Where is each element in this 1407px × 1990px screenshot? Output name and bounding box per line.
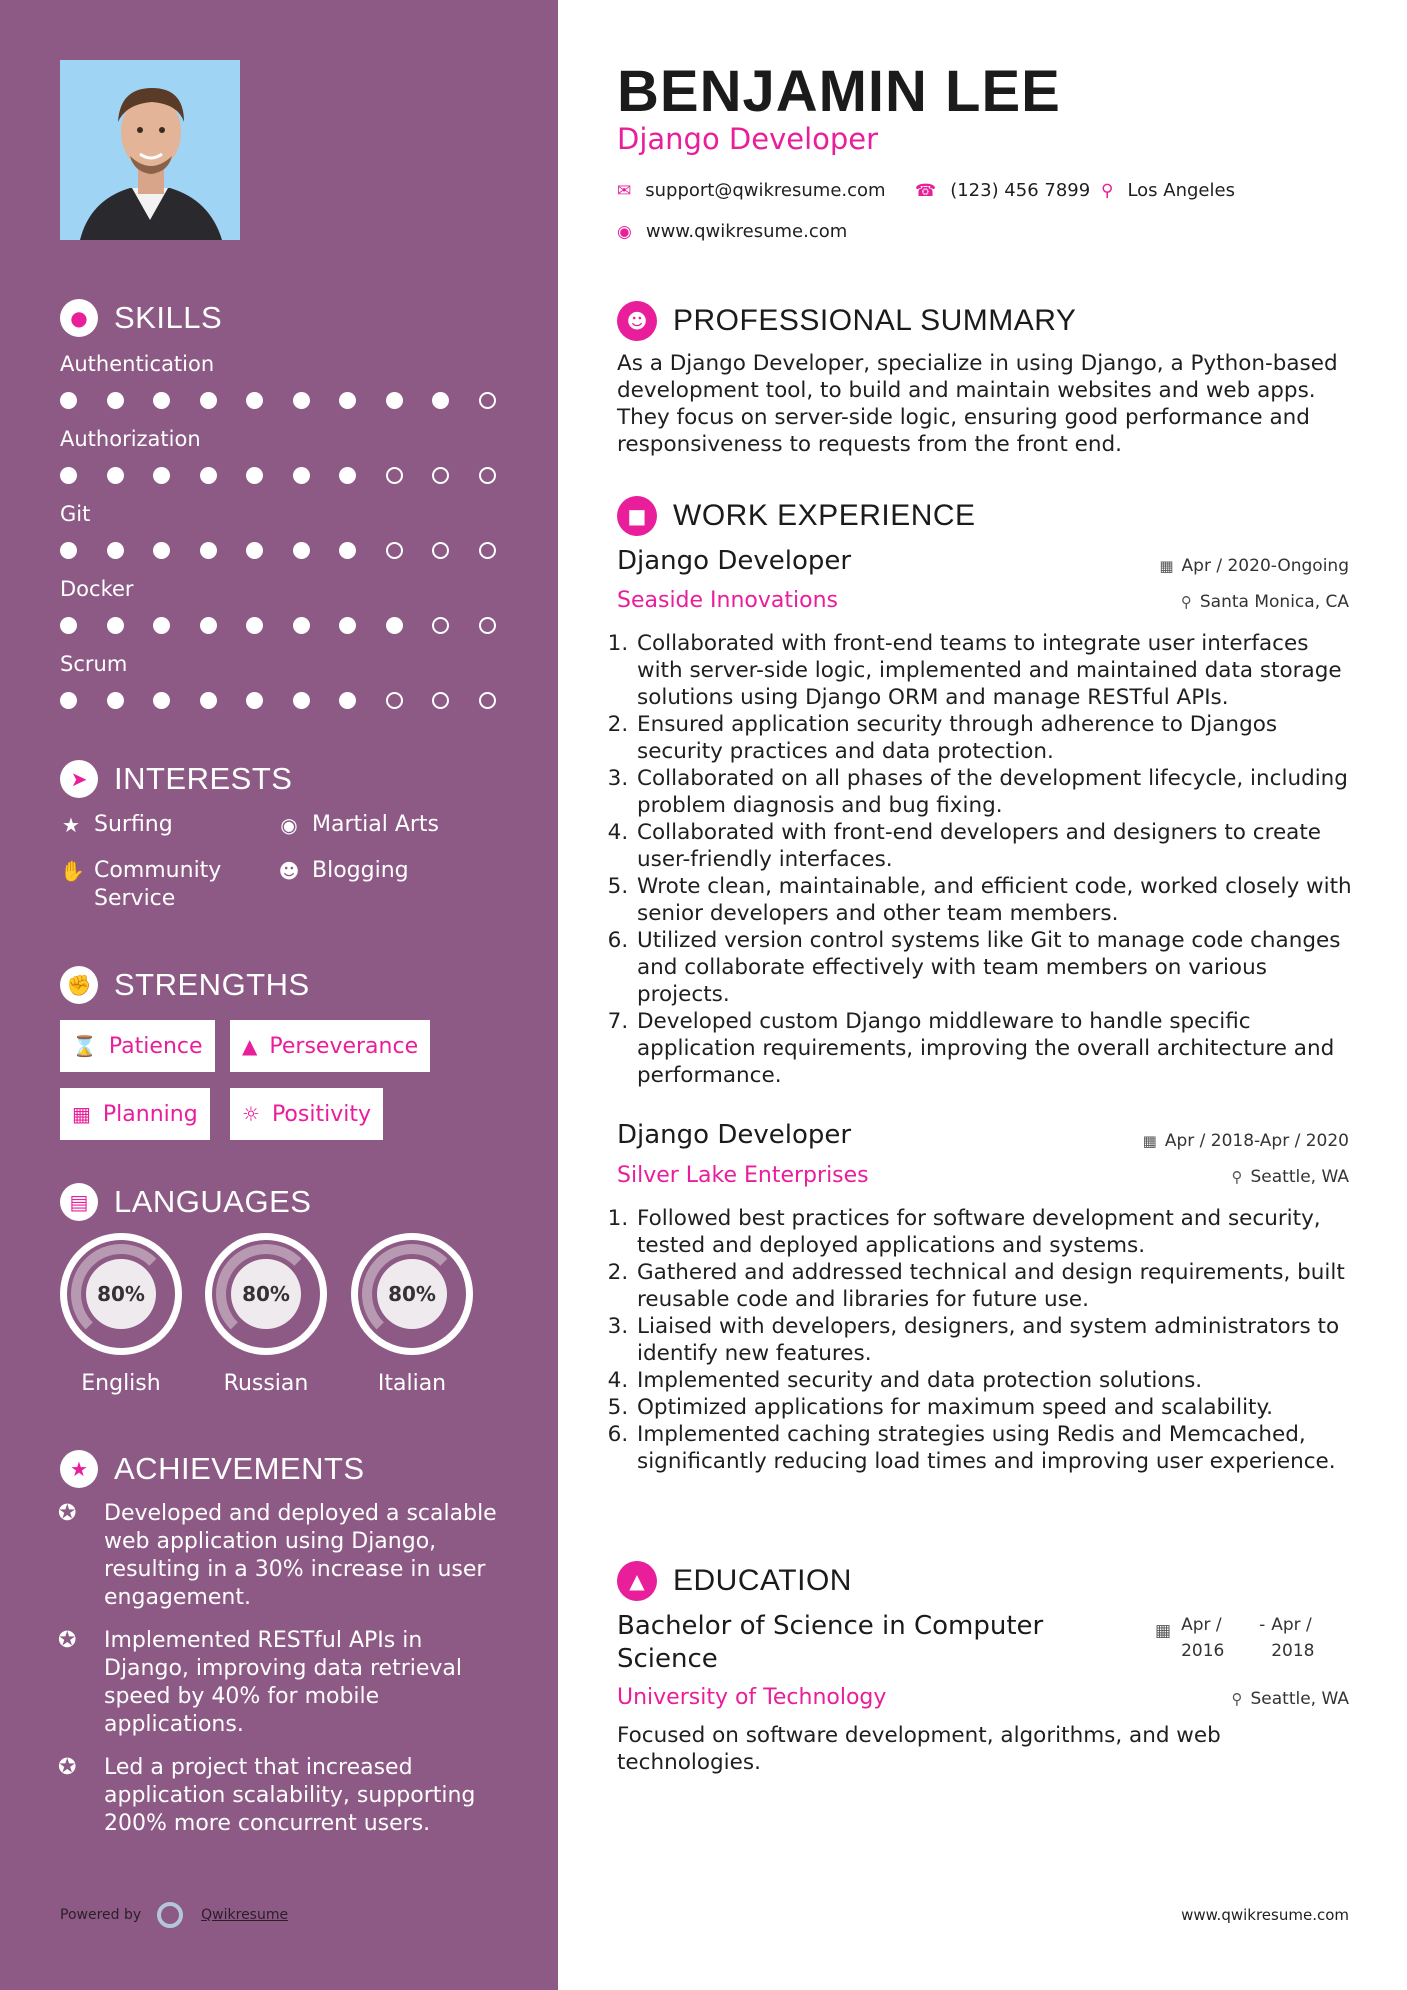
contact-location: [1101, 180, 1235, 201]
rating-dot-filled: [200, 542, 217, 559]
language-percent: 80%: [231, 1259, 301, 1329]
globe-icon: ◉: [617, 221, 632, 242]
achievements-title: ACHIEVEMENTS: [114, 1451, 365, 1486]
star-icon: ★: [62, 813, 80, 837]
job-dates: [1159, 556, 1349, 576]
skill-row: [60, 352, 500, 409]
skill-row: [60, 502, 500, 559]
calendar-icon: ▦: [1142, 1132, 1157, 1150]
languages-title: LANGUAGES: [114, 1184, 312, 1219]
education-description: Focused on software development, algorithms, and web technologies.: [617, 1723, 1221, 1775]
skill-name: Authentication: [60, 352, 215, 376]
rating-dot-filled: [339, 467, 356, 484]
degree-title: Bachelor of Science in Computer Science: [617, 1611, 1044, 1674]
experience-title: WORK EXPERIENCE: [673, 499, 976, 532]
rating-dot-filled: [107, 392, 124, 409]
rating-dot-empty: [432, 467, 449, 484]
interest-label: Blogging: [312, 858, 409, 883]
interest-label: Community Service: [94, 858, 222, 911]
location-text: Los Angeles: [1127, 180, 1235, 201]
duty-item: 5. Optimized applications for maximum speed and scalability.: [635, 1394, 1357, 1421]
skill-rating: [60, 617, 496, 634]
strength-badge: [230, 1020, 430, 1072]
rating-dot-filled: [60, 392, 77, 409]
rating-dot-filled: [339, 692, 356, 709]
skill-row: [60, 427, 500, 484]
hand-icon: ✋: [60, 859, 85, 883]
duty-item: 1. Followed best practices for software development and security, tested and deployed applications and systems.: [635, 1205, 1357, 1259]
graduation-cap-icon: ▲: [617, 1561, 657, 1601]
language-ring: [60, 1233, 182, 1355]
job-duties-list: [617, 630, 1357, 1089]
contact-email: [617, 180, 886, 201]
job-location: [1232, 1167, 1350, 1187]
language-ring: [205, 1233, 327, 1355]
rating-dot-filled: [200, 617, 217, 634]
rating-dot-filled: [107, 467, 124, 484]
achievement-item: [58, 1627, 508, 1739]
interests-title: INTERESTS: [114, 761, 293, 796]
powered-by-link[interactable]: Qwikresume: [201, 1907, 289, 1923]
achievement-item: [58, 1500, 508, 1612]
rating-dot-empty: [479, 392, 496, 409]
strength-label: Patience: [108, 1033, 203, 1059]
language-name: English: [81, 1371, 161, 1396]
duty-item: 2. Ensured application security through adherence to Djangos security practices and data protection.: [635, 711, 1357, 765]
powered-by-label: Powered by: [60, 1907, 142, 1923]
duty-item: 5. Wrote clean, maintainable, and efficient code, worked closely with senior developers and other team members.: [635, 873, 1357, 927]
calendar-icon: ▦: [72, 1102, 91, 1126]
rating-dot-filled: [200, 392, 217, 409]
rating-dot-filled: [293, 542, 310, 559]
skill-name: Docker: [60, 577, 134, 601]
language-percent: 80%: [377, 1259, 447, 1329]
strength-label: Planning: [102, 1101, 198, 1127]
rating-dot-filled: [60, 467, 77, 484]
interest-item: [278, 857, 409, 885]
website-text[interactable]: www.qwikresume.com: [645, 221, 848, 242]
duty-item: 6. Implemented caching strategies using Redis and Memcached, significantly reducing load times and improving user experience.: [635, 1421, 1357, 1475]
map-pin-icon: ⚲: [1101, 180, 1114, 201]
summary-title: PROFESSIONAL SUMMARY: [673, 304, 1077, 337]
education-title: EDUCATION: [673, 1564, 852, 1597]
education-header: [617, 1561, 852, 1601]
education-start: Apr / 2016: [1181, 1615, 1225, 1661]
interests-header: [60, 760, 292, 798]
achievement-text: Led a project that increased application scalability, supporting 200% more concurrent users.: [104, 1755, 476, 1836]
strength-label: Positivity: [271, 1101, 371, 1127]
phone-icon: ☎: [915, 180, 937, 201]
candidate-name: BENJAMIN LEE: [617, 59, 1061, 124]
profile-photo: [60, 60, 240, 240]
email-text[interactable]: support@qwikresume.com: [645, 180, 886, 201]
rating-dot-filled: [293, 392, 310, 409]
pin-icon: ⚲: [1231, 1690, 1243, 1708]
user-icon: ☻: [617, 301, 657, 341]
language-icon: ▤: [60, 1183, 98, 1221]
duty-item: 7. Developed custom Django middleware to handle specific application requirements, improving the overall architecture and performance.: [635, 1008, 1357, 1089]
rating-dot-filled: [60, 692, 77, 709]
skill-rating: [60, 392, 496, 409]
rating-dot-empty: [432, 692, 449, 709]
rating-dot-filled: [60, 542, 77, 559]
contact-phone: [915, 180, 1090, 201]
rating-dot-filled: [386, 392, 403, 409]
users-icon: ☻: [278, 859, 300, 883]
languages-header: [60, 1183, 311, 1221]
education-location: [1232, 1689, 1350, 1709]
language-item: [351, 1233, 473, 1396]
job-dates-text: Apr / 2020-Ongoing: [1181, 556, 1349, 576]
skills-title: SKILLS: [114, 300, 223, 335]
language-name: Russian: [223, 1371, 309, 1396]
job-dates: [1143, 1131, 1349, 1151]
duty-item: 1. Collaborated with front-end teams to integrate user interfaces with server-side logic, implemented and maintained data storage solutions using Django ORM and manage RESTful APIs.: [635, 630, 1357, 711]
rating-dot-empty: [432, 542, 449, 559]
interest-label: Surfing: [94, 812, 173, 837]
briefcase-icon: ■: [617, 496, 657, 536]
sun-icon: ☼: [242, 1102, 260, 1126]
education-school: University of Technology: [617, 1685, 887, 1710]
job-location-text: Seattle, WA: [1250, 1167, 1349, 1187]
skill-name: Scrum: [60, 652, 128, 676]
summary-header: [617, 301, 1076, 341]
rating-dot-filled: [386, 617, 403, 634]
job-company: Silver Lake Enterprises: [617, 1163, 869, 1188]
job-duties-list: [617, 1205, 1357, 1475]
summary-text: As a Django Developer, specialize in using Django, a Python-based development tool, to build and maintain websites and web apps. They focus on server-side logic, ensuring good performance and responsiveness to requests from the front end.: [617, 351, 1338, 457]
language-item: [60, 1233, 182, 1396]
skill-row: [60, 652, 500, 709]
duty-item: 6. Utilized version control systems like Git to manage code changes and collaborate effectively with team members on various projects.: [635, 927, 1357, 1008]
rating-dot-empty: [479, 692, 496, 709]
skill-name: Git: [60, 502, 91, 526]
education-location-text: Seattle, WA: [1250, 1689, 1349, 1709]
rating-dot-filled: [339, 617, 356, 634]
star-icon: ✪: [58, 1501, 77, 1526]
achievement-text: Implemented RESTful APIs in Django, improving data retrieval speed by 40% for mobile applications.: [104, 1628, 463, 1737]
language-percent: 80%: [86, 1259, 156, 1329]
rating-dot-filled: [153, 467, 170, 484]
language-item: [205, 1233, 327, 1396]
job-location-text: Santa Monica, CA: [1199, 592, 1349, 612]
job-title: Django Developer: [617, 546, 852, 576]
powered-by: [60, 1902, 288, 1928]
rating-dot-filled: [107, 692, 124, 709]
hourglass-icon: ⌛: [72, 1034, 97, 1058]
skill-name: Authorization: [60, 427, 201, 451]
skill-rating: [60, 692, 496, 709]
achievement-item: [58, 1754, 508, 1838]
interest-item: [278, 811, 439, 839]
achievement-text: Developed and deployed a scalable web application using Django, resulting in a 30% increase in user engagement.: [104, 1501, 497, 1610]
rating-dot-filled: [246, 542, 263, 559]
duty-item: 3. Collaborated on all phases of the development lifecycle, including problem diagnosis and bug fixing.: [635, 765, 1357, 819]
rating-dot-filled: [339, 392, 356, 409]
job-title: Django Developer: [617, 1120, 852, 1150]
rating-dot-filled: [107, 617, 124, 634]
rating-dot-filled: [293, 692, 310, 709]
language-name: Italian: [377, 1371, 447, 1396]
qwikresume-logo-icon: [157, 1902, 183, 1928]
star-icon: ✪: [58, 1628, 77, 1653]
interest-item: [60, 857, 250, 913]
rating-dot-filled: [432, 392, 449, 409]
skills-header: [60, 299, 222, 337]
skill-row: [60, 577, 500, 634]
rating-dot-empty: [432, 617, 449, 634]
rating-dot-empty: [479, 542, 496, 559]
strengths-header: [60, 966, 310, 1004]
rating-dot-filled: [153, 617, 170, 634]
rating-dot-filled: [153, 542, 170, 559]
job-company: Seaside Innovations: [617, 588, 838, 613]
pin-icon: ⚲: [1180, 593, 1192, 611]
sidebar: [0, 0, 558, 1990]
calendar-icon: ▦: [1155, 1621, 1172, 1641]
paper-plane-icon: ➤: [60, 760, 98, 798]
job-location: [1181, 592, 1349, 612]
rating-dot-filled: [60, 617, 77, 634]
rating-dot-filled: [246, 392, 263, 409]
interest-item: [60, 811, 173, 839]
duty-item: 3. Liaised with developers, designers, and system administrators to identify new features.: [635, 1313, 1357, 1367]
rating-dot-filled: [246, 617, 263, 634]
skill-rating: [60, 467, 496, 484]
pin-icon: ⚲: [1231, 1168, 1243, 1186]
language-ring: [351, 1233, 473, 1355]
rating-dot-filled: [200, 692, 217, 709]
globe-icon: ◉: [280, 813, 298, 837]
calendar-icon: ▦: [1159, 557, 1174, 575]
duty-item: 4. Collaborated with front-end developers and designers to create user-friendly interfaces.: [635, 819, 1357, 873]
duty-item: 4. Implemented security and data protection solutions.: [635, 1367, 1357, 1394]
rating-dot-filled: [153, 692, 170, 709]
strength-badge: [60, 1020, 215, 1072]
rating-dot-empty: [479, 467, 496, 484]
rating-dot-empty: [386, 467, 403, 484]
duty-item: 2. Gathered and addressed technical and design requirements, built reusable code and libraries for future use.: [635, 1259, 1357, 1313]
rating-dot-filled: [153, 392, 170, 409]
education-dates: [1155, 1612, 1343, 1664]
rating-dot-empty: [386, 692, 403, 709]
strength-badge: [60, 1088, 210, 1140]
date-separator: -: [1259, 1615, 1266, 1635]
rating-dot-filled: [339, 542, 356, 559]
candidate-role: Django Developer: [617, 122, 879, 156]
star-icon: ✪: [58, 1755, 77, 1780]
star-badge-icon: ★: [60, 1450, 98, 1488]
experience-header: [617, 496, 976, 536]
phone-text: (123) 456 7899: [950, 180, 1091, 201]
strength-label: Perseverance: [269, 1033, 419, 1059]
rating-dot-filled: [246, 467, 263, 484]
education-end: Apr / 2018: [1271, 1615, 1315, 1661]
footer-url[interactable]: www.qwikresume.com: [1181, 1906, 1349, 1924]
rating-dot-empty: [386, 542, 403, 559]
rating-dot-empty: [479, 617, 496, 634]
interest-label: Martial Arts: [312, 812, 440, 837]
job-dates-text: Apr / 2018-Apr / 2020: [1164, 1131, 1349, 1151]
achievements-header: [60, 1450, 365, 1488]
rating-dot-filled: [107, 542, 124, 559]
contact-website: [617, 221, 847, 242]
rating-dot-filled: [200, 467, 217, 484]
lightbulb-icon: ●: [60, 299, 98, 337]
envelope-icon: ✉: [617, 180, 632, 201]
fist-icon: ✊: [60, 966, 98, 1004]
rating-dot-filled: [293, 467, 310, 484]
rating-dot-filled: [293, 617, 310, 634]
strength-badge: [230, 1088, 383, 1140]
skill-rating: [60, 542, 496, 559]
rating-dot-filled: [246, 692, 263, 709]
strengths-title: STRENGTHS: [114, 967, 310, 1002]
road-icon: ▲: [242, 1034, 258, 1058]
